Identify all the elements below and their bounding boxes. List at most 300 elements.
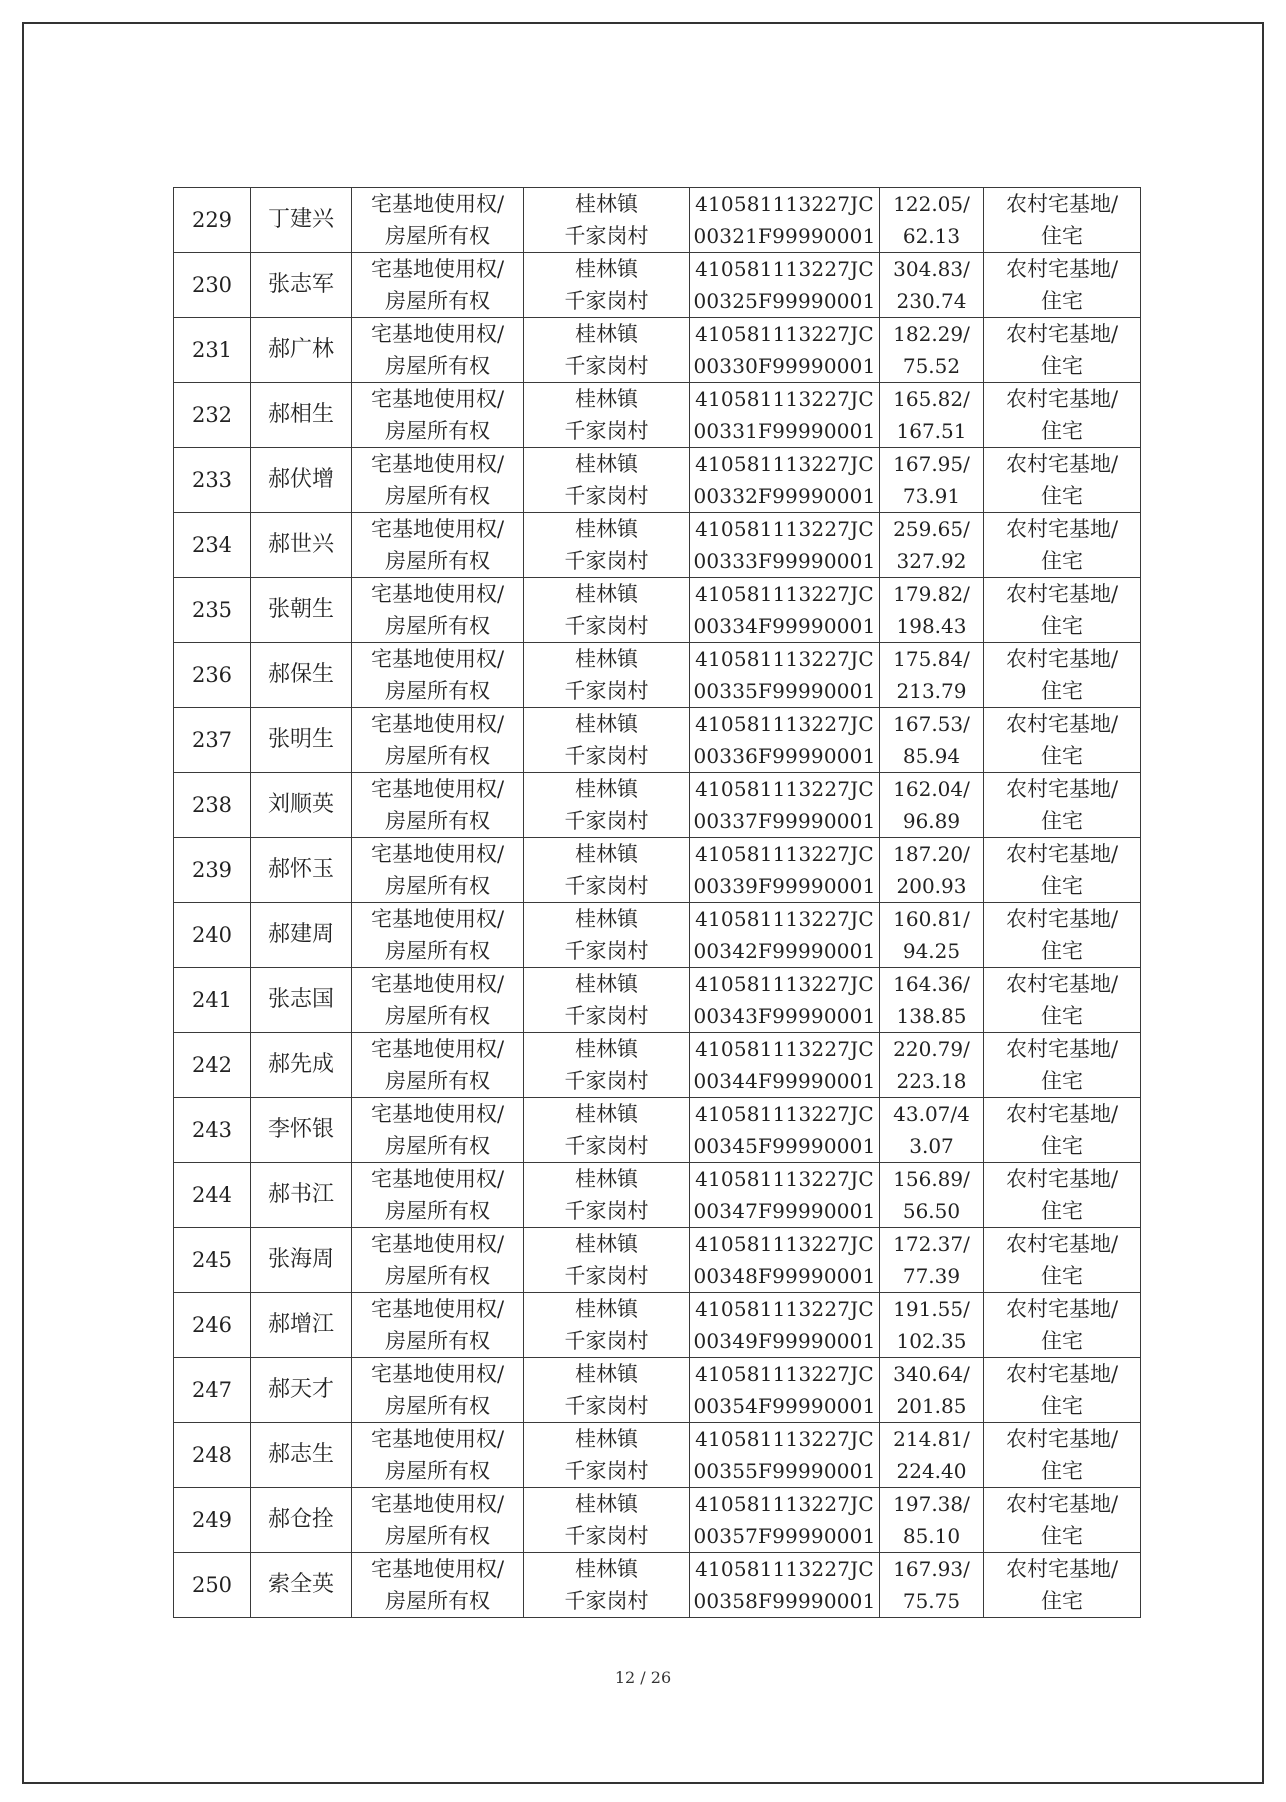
right-cell bbox=[352, 513, 524, 578]
use-cell bbox=[984, 643, 1141, 708]
right-cell-line: 宅基地使用权/ bbox=[370, 192, 505, 216]
code-cell bbox=[690, 1423, 880, 1488]
location-cell-line: 桂林镇 bbox=[575, 972, 638, 996]
right-cell-line: 房屋所有权 bbox=[385, 549, 490, 573]
use-cell-line: 住宅 bbox=[1041, 939, 1083, 963]
location-cell-line: 千家岗村 bbox=[564, 289, 649, 313]
area-cell-line: 160.81/ bbox=[893, 907, 970, 931]
location-cell bbox=[524, 1033, 690, 1098]
right-cell-line: 宅基地使用权/ bbox=[370, 1037, 505, 1061]
code-cell-line: 410581113227JC bbox=[695, 257, 874, 281]
use-cell-line: 农村宅基地/ bbox=[1005, 1037, 1119, 1061]
use-cell-line: 农村宅基地/ bbox=[1005, 192, 1119, 216]
owner-name-cell: 张海周 bbox=[251, 1228, 352, 1293]
code-cell-line: 00343F99990001 bbox=[693, 1004, 876, 1028]
area-cell-line: 96.89 bbox=[902, 809, 961, 833]
location-cell-line: 千家岗村 bbox=[564, 1004, 649, 1028]
use-cell bbox=[984, 838, 1141, 903]
right-cell bbox=[352, 1553, 524, 1618]
area-cell bbox=[880, 1228, 984, 1293]
location-cell-line: 桂林镇 bbox=[575, 1167, 638, 1191]
area-cell-line: 102.35 bbox=[896, 1329, 967, 1353]
use-cell bbox=[984, 1358, 1141, 1423]
location-cell-line: 千家岗村 bbox=[564, 874, 649, 898]
table-row bbox=[174, 1553, 1141, 1618]
code-cell-line: 410581113227JC bbox=[695, 452, 874, 476]
code-cell-line: 00337F99990001 bbox=[693, 809, 876, 833]
use-cell bbox=[984, 448, 1141, 513]
use-cell-line: 住宅 bbox=[1041, 1004, 1083, 1028]
use-cell-line: 农村宅基地/ bbox=[1005, 1167, 1119, 1191]
use-cell-line: 住宅 bbox=[1041, 1134, 1083, 1158]
use-cell-line: 住宅 bbox=[1041, 1524, 1083, 1548]
location-cell-line: 桂林镇 bbox=[575, 387, 638, 411]
right-cell bbox=[352, 1163, 524, 1228]
row-number-cell: 246 bbox=[174, 1293, 251, 1358]
row-number-cell: 241 bbox=[174, 968, 251, 1033]
area-cell-line: 62.13 bbox=[902, 224, 961, 248]
table-row bbox=[174, 708, 1141, 773]
code-cell bbox=[690, 1358, 880, 1423]
code-cell-line: 00332F99990001 bbox=[693, 484, 876, 508]
use-cell-line: 住宅 bbox=[1041, 614, 1083, 638]
right-cell bbox=[352, 448, 524, 513]
location-cell-line: 桂林镇 bbox=[575, 1102, 638, 1126]
area-cell bbox=[880, 578, 984, 643]
table-row bbox=[174, 643, 1141, 708]
location-cell-line: 千家岗村 bbox=[564, 809, 649, 833]
right-cell bbox=[352, 1423, 524, 1488]
right-cell-line: 房屋所有权 bbox=[385, 939, 490, 963]
area-cell bbox=[880, 318, 984, 383]
right-cell-line: 房屋所有权 bbox=[385, 354, 490, 378]
right-cell-line: 宅基地使用权/ bbox=[370, 712, 505, 736]
row-number-cell: 235 bbox=[174, 578, 251, 643]
area-cell-line: 167.51 bbox=[896, 419, 967, 443]
area-cell-line: 167.93/ bbox=[893, 1557, 970, 1581]
row-number-cell: 247 bbox=[174, 1358, 251, 1423]
code-cell bbox=[690, 318, 880, 383]
location-cell-line: 千家岗村 bbox=[564, 1134, 649, 1158]
right-cell-line: 宅基地使用权/ bbox=[370, 1557, 505, 1581]
code-cell-line: 00354F99990001 bbox=[693, 1394, 876, 1418]
table-row bbox=[174, 1163, 1141, 1228]
records-body bbox=[174, 188, 1141, 1618]
code-cell-line: 410581113227JC bbox=[695, 1102, 874, 1126]
area-cell-line: 198.43 bbox=[896, 614, 967, 638]
code-cell bbox=[690, 1228, 880, 1293]
use-cell-line: 农村宅基地/ bbox=[1005, 907, 1119, 931]
right-cell bbox=[352, 1228, 524, 1293]
area-cell-line: 167.53/ bbox=[893, 712, 970, 736]
area-cell-line: 43.07/4 bbox=[893, 1102, 970, 1126]
code-cell-line: 410581113227JC bbox=[695, 322, 874, 346]
right-cell-line: 房屋所有权 bbox=[385, 1199, 490, 1223]
owner-name-cell: 郝仓拴 bbox=[251, 1488, 352, 1553]
use-cell bbox=[984, 1423, 1141, 1488]
use-cell bbox=[984, 318, 1141, 383]
right-cell-line: 房屋所有权 bbox=[385, 1134, 490, 1158]
row-number-cell: 230 bbox=[174, 253, 251, 318]
use-cell-line: 农村宅基地/ bbox=[1005, 972, 1119, 996]
code-cell bbox=[690, 448, 880, 513]
use-cell-line: 农村宅基地/ bbox=[1005, 712, 1119, 736]
area-cell bbox=[880, 188, 984, 253]
use-cell-line: 住宅 bbox=[1041, 354, 1083, 378]
code-cell-line: 410581113227JC bbox=[695, 582, 874, 606]
right-cell bbox=[352, 578, 524, 643]
right-cell bbox=[352, 1033, 524, 1098]
table-row bbox=[174, 1423, 1141, 1488]
location-cell-line: 桂林镇 bbox=[575, 777, 638, 801]
location-cell-line: 千家岗村 bbox=[564, 549, 649, 573]
use-cell-line: 住宅 bbox=[1041, 1069, 1083, 1093]
code-cell-line: 00357F99990001 bbox=[693, 1524, 876, 1548]
use-cell-line: 住宅 bbox=[1041, 1264, 1083, 1288]
location-cell-line: 桂林镇 bbox=[575, 647, 638, 671]
table-row bbox=[174, 188, 1141, 253]
area-cell bbox=[880, 1163, 984, 1228]
row-number-cell: 239 bbox=[174, 838, 251, 903]
location-cell-line: 千家岗村 bbox=[564, 1589, 649, 1613]
location-cell-line: 千家岗村 bbox=[564, 1329, 649, 1353]
code-cell-line: 00347F99990001 bbox=[693, 1199, 876, 1223]
area-cell-line: 56.50 bbox=[902, 1199, 961, 1223]
right-cell-line: 宅基地使用权/ bbox=[370, 322, 505, 346]
code-cell-line: 00331F99990001 bbox=[693, 419, 876, 443]
use-cell-line: 农村宅基地/ bbox=[1005, 387, 1119, 411]
right-cell-line: 宅基地使用权/ bbox=[370, 257, 505, 281]
area-cell-line: 213.79 bbox=[896, 679, 967, 703]
location-cell-line: 桂林镇 bbox=[575, 1232, 638, 1256]
table-row bbox=[174, 1488, 1141, 1553]
right-cell bbox=[352, 1098, 524, 1163]
use-cell bbox=[984, 513, 1141, 578]
table-row bbox=[174, 1228, 1141, 1293]
area-cell bbox=[880, 968, 984, 1033]
right-cell-line: 宅基地使用权/ bbox=[370, 972, 505, 996]
location-cell-line: 桂林镇 bbox=[575, 192, 638, 216]
use-cell-line: 农村宅基地/ bbox=[1005, 1232, 1119, 1256]
right-cell-line: 宅基地使用权/ bbox=[370, 647, 505, 671]
use-cell-line: 农村宅基地/ bbox=[1005, 257, 1119, 281]
area-cell-line: 175.84/ bbox=[893, 647, 970, 671]
location-cell-line: 桂林镇 bbox=[575, 1492, 638, 1516]
table-row bbox=[174, 383, 1141, 448]
area-cell bbox=[880, 383, 984, 448]
area-cell-line: 3.07 bbox=[909, 1134, 954, 1158]
location-cell-line: 桂林镇 bbox=[575, 257, 638, 281]
location-cell-line: 千家岗村 bbox=[564, 224, 649, 248]
code-cell bbox=[690, 383, 880, 448]
area-cell-line: 220.79/ bbox=[893, 1037, 970, 1061]
use-cell bbox=[984, 1293, 1141, 1358]
right-cell-line: 宅基地使用权/ bbox=[370, 1167, 505, 1191]
use-cell bbox=[984, 188, 1141, 253]
location-cell-line: 桂林镇 bbox=[575, 1362, 638, 1386]
code-cell bbox=[690, 578, 880, 643]
location-cell-line: 桂林镇 bbox=[575, 1297, 638, 1321]
code-cell-line: 410581113227JC bbox=[695, 1297, 874, 1321]
location-cell bbox=[524, 643, 690, 708]
code-cell bbox=[690, 773, 880, 838]
owner-name-cell: 李怀银 bbox=[251, 1098, 352, 1163]
location-cell bbox=[524, 1553, 690, 1618]
row-number-cell: 238 bbox=[174, 773, 251, 838]
area-cell-line: 327.92 bbox=[896, 549, 967, 573]
right-cell bbox=[352, 968, 524, 1033]
location-cell-line: 千家岗村 bbox=[564, 679, 649, 703]
location-cell bbox=[524, 1228, 690, 1293]
area-cell-line: 197.38/ bbox=[893, 1492, 970, 1516]
code-cell-line: 00330F99990001 bbox=[693, 354, 876, 378]
location-cell-line: 桂林镇 bbox=[575, 452, 638, 476]
area-cell bbox=[880, 1553, 984, 1618]
use-cell-line: 农村宅基地/ bbox=[1005, 517, 1119, 541]
area-cell-line: 75.52 bbox=[902, 354, 961, 378]
location-cell bbox=[524, 1163, 690, 1228]
area-cell bbox=[880, 1423, 984, 1488]
location-cell-line: 桂林镇 bbox=[575, 1037, 638, 1061]
code-cell-line: 00345F99990001 bbox=[693, 1134, 876, 1158]
area-cell-line: 138.85 bbox=[896, 1004, 967, 1028]
area-cell bbox=[880, 253, 984, 318]
use-cell-line: 住宅 bbox=[1041, 484, 1083, 508]
code-cell-line: 00349F99990001 bbox=[693, 1329, 876, 1353]
location-cell bbox=[524, 253, 690, 318]
code-cell-line: 410581113227JC bbox=[695, 1232, 874, 1256]
location-cell bbox=[524, 1423, 690, 1488]
use-cell-line: 农村宅基地/ bbox=[1005, 647, 1119, 671]
table-row bbox=[174, 1358, 1141, 1423]
area-cell-line: 162.04/ bbox=[893, 777, 970, 801]
area-cell bbox=[880, 1033, 984, 1098]
row-number-cell: 243 bbox=[174, 1098, 251, 1163]
code-cell-line: 00335F99990001 bbox=[693, 679, 876, 703]
table-row bbox=[174, 513, 1141, 578]
code-cell-line: 410581113227JC bbox=[695, 647, 874, 671]
use-cell-line: 住宅 bbox=[1041, 809, 1083, 833]
code-cell-line: 00334F99990001 bbox=[693, 614, 876, 638]
code-cell bbox=[690, 903, 880, 968]
owner-name-cell: 郝保生 bbox=[251, 643, 352, 708]
code-cell bbox=[690, 643, 880, 708]
owner-name-cell: 郝伏增 bbox=[251, 448, 352, 513]
use-cell bbox=[984, 903, 1141, 968]
right-cell-line: 房屋所有权 bbox=[385, 1589, 490, 1613]
code-cell bbox=[690, 1293, 880, 1358]
row-number-cell: 234 bbox=[174, 513, 251, 578]
right-cell-line: 房屋所有权 bbox=[385, 1004, 490, 1028]
use-cell-line: 农村宅基地/ bbox=[1005, 322, 1119, 346]
location-cell-line: 千家岗村 bbox=[564, 1069, 649, 1093]
owner-name-cell: 郝天才 bbox=[251, 1358, 352, 1423]
code-cell-line: 410581113227JC bbox=[695, 517, 874, 541]
area-cell-line: 164.36/ bbox=[893, 972, 970, 996]
right-cell-line: 房屋所有权 bbox=[385, 1264, 490, 1288]
location-cell-line: 千家岗村 bbox=[564, 744, 649, 768]
code-cell-line: 410581113227JC bbox=[695, 842, 874, 866]
use-cell bbox=[984, 1228, 1141, 1293]
use-cell-line: 农村宅基地/ bbox=[1005, 1362, 1119, 1386]
location-cell-line: 桂林镇 bbox=[575, 907, 638, 931]
right-cell-line: 房屋所有权 bbox=[385, 1069, 490, 1093]
code-cell-line: 00355F99990001 bbox=[693, 1459, 876, 1483]
use-cell-line: 住宅 bbox=[1041, 1199, 1083, 1223]
use-cell-line: 住宅 bbox=[1041, 549, 1083, 573]
use-cell-line: 住宅 bbox=[1041, 419, 1083, 443]
location-cell-line: 千家岗村 bbox=[564, 1199, 649, 1223]
location-cell-line: 桂林镇 bbox=[575, 322, 638, 346]
location-cell-line: 桂林镇 bbox=[575, 1427, 638, 1451]
right-cell-line: 宅基地使用权/ bbox=[370, 1297, 505, 1321]
area-cell bbox=[880, 1098, 984, 1163]
owner-name-cell: 郝先成 bbox=[251, 1033, 352, 1098]
area-cell bbox=[880, 708, 984, 773]
right-cell-line: 宅基地使用权/ bbox=[370, 517, 505, 541]
row-number-cell: 232 bbox=[174, 383, 251, 448]
right-cell bbox=[352, 253, 524, 318]
table-row bbox=[174, 838, 1141, 903]
use-cell bbox=[984, 1163, 1141, 1228]
code-cell-line: 00344F99990001 bbox=[693, 1069, 876, 1093]
area-cell bbox=[880, 903, 984, 968]
code-cell-line: 00358F99990001 bbox=[693, 1589, 876, 1613]
row-number-cell: 242 bbox=[174, 1033, 251, 1098]
area-cell-line: 182.29/ bbox=[893, 322, 970, 346]
right-cell-line: 房屋所有权 bbox=[385, 1394, 490, 1418]
location-cell bbox=[524, 708, 690, 773]
area-cell bbox=[880, 643, 984, 708]
table-row bbox=[174, 448, 1141, 513]
right-cell bbox=[352, 1488, 524, 1553]
use-cell-line: 农村宅基地/ bbox=[1005, 1297, 1119, 1321]
code-cell-line: 410581113227JC bbox=[695, 192, 874, 216]
page-number: 12 / 26 bbox=[614, 1668, 672, 1687]
owner-name-cell: 郝建周 bbox=[251, 903, 352, 968]
area-cell-line: 340.64/ bbox=[893, 1362, 970, 1386]
area-cell bbox=[880, 773, 984, 838]
area-cell-line: 85.94 bbox=[902, 744, 961, 768]
row-number-cell: 248 bbox=[174, 1423, 251, 1488]
location-cell-line: 千家岗村 bbox=[564, 1394, 649, 1418]
location-cell-line: 千家岗村 bbox=[564, 1264, 649, 1288]
code-cell-line: 410581113227JC bbox=[695, 1362, 874, 1386]
code-cell-line: 00348F99990001 bbox=[693, 1264, 876, 1288]
right-cell-line: 房屋所有权 bbox=[385, 484, 490, 508]
row-number-cell: 231 bbox=[174, 318, 251, 383]
location-cell bbox=[524, 188, 690, 253]
use-cell-line: 住宅 bbox=[1041, 1589, 1083, 1613]
owner-name-cell: 张志国 bbox=[251, 968, 352, 1033]
code-cell-line: 00321F99990001 bbox=[693, 224, 876, 248]
area-cell-line: 259.65/ bbox=[893, 517, 970, 541]
row-number-cell: 244 bbox=[174, 1163, 251, 1228]
right-cell-line: 房屋所有权 bbox=[385, 224, 490, 248]
area-cell-line: 75.75 bbox=[902, 1589, 961, 1613]
use-cell-line: 农村宅基地/ bbox=[1005, 1102, 1119, 1126]
code-cell-line: 00325F99990001 bbox=[693, 289, 876, 313]
code-cell-line: 410581113227JC bbox=[695, 972, 874, 996]
right-cell bbox=[352, 1358, 524, 1423]
location-cell bbox=[524, 383, 690, 448]
area-cell bbox=[880, 838, 984, 903]
row-number-cell: 237 bbox=[174, 708, 251, 773]
use-cell-line: 住宅 bbox=[1041, 224, 1083, 248]
location-cell-line: 千家岗村 bbox=[564, 419, 649, 443]
use-cell bbox=[984, 1488, 1141, 1553]
right-cell-line: 房屋所有权 bbox=[385, 1329, 490, 1353]
area-cell-line: 94.25 bbox=[902, 939, 961, 963]
area-cell-line: 85.10 bbox=[902, 1524, 961, 1548]
owner-name-cell: 丁建兴 bbox=[251, 188, 352, 253]
location-cell bbox=[524, 903, 690, 968]
right-cell bbox=[352, 1293, 524, 1358]
location-cell-line: 千家岗村 bbox=[564, 1524, 649, 1548]
right-cell bbox=[352, 643, 524, 708]
right-cell-line: 房屋所有权 bbox=[385, 1459, 490, 1483]
location-cell bbox=[524, 773, 690, 838]
owner-name-cell: 张志军 bbox=[251, 253, 352, 318]
right-cell-line: 宅基地使用权/ bbox=[370, 452, 505, 476]
location-cell bbox=[524, 578, 690, 643]
right-cell-line: 房屋所有权 bbox=[385, 809, 490, 833]
owner-name-cell: 郝书江 bbox=[251, 1163, 352, 1228]
location-cell-line: 桂林镇 bbox=[575, 712, 638, 736]
row-number-cell: 250 bbox=[174, 1553, 251, 1618]
code-cell-line: 410581113227JC bbox=[695, 712, 874, 736]
right-cell bbox=[352, 188, 524, 253]
use-cell bbox=[984, 383, 1141, 448]
use-cell bbox=[984, 1033, 1141, 1098]
location-cell bbox=[524, 513, 690, 578]
area-cell-line: 200.93 bbox=[896, 874, 967, 898]
use-cell bbox=[984, 253, 1141, 318]
use-cell-line: 农村宅基地/ bbox=[1005, 582, 1119, 606]
records-table bbox=[173, 187, 1141, 1618]
use-cell-line: 农村宅基地/ bbox=[1005, 777, 1119, 801]
table-row bbox=[174, 903, 1141, 968]
right-cell-line: 房屋所有权 bbox=[385, 614, 490, 638]
code-cell-line: 410581113227JC bbox=[695, 1167, 874, 1191]
code-cell-line: 00333F99990001 bbox=[693, 549, 876, 573]
area-cell-line: 77.39 bbox=[902, 1264, 961, 1288]
area-cell-line: 230.74 bbox=[896, 289, 967, 313]
use-cell-line: 住宅 bbox=[1041, 1459, 1083, 1483]
row-number-cell: 240 bbox=[174, 903, 251, 968]
area-cell bbox=[880, 448, 984, 513]
owner-name-cell: 郝世兴 bbox=[251, 513, 352, 578]
use-cell-line: 住宅 bbox=[1041, 679, 1083, 703]
use-cell-line: 农村宅基地/ bbox=[1005, 842, 1119, 866]
use-cell-line: 住宅 bbox=[1041, 744, 1083, 768]
right-cell-line: 宅基地使用权/ bbox=[370, 842, 505, 866]
table-row bbox=[174, 1033, 1141, 1098]
code-cell bbox=[690, 1488, 880, 1553]
use-cell-line: 住宅 bbox=[1041, 289, 1083, 313]
area-cell-line: 172.37/ bbox=[893, 1232, 970, 1256]
right-cell-line: 宅基地使用权/ bbox=[370, 1362, 505, 1386]
code-cell-line: 410581113227JC bbox=[695, 1557, 874, 1581]
use-cell bbox=[984, 1553, 1141, 1618]
code-cell bbox=[690, 1033, 880, 1098]
use-cell-line: 农村宅基地/ bbox=[1005, 1557, 1119, 1581]
location-cell bbox=[524, 968, 690, 1033]
use-cell-line: 住宅 bbox=[1041, 1394, 1083, 1418]
table-row bbox=[174, 1098, 1141, 1163]
code-cell-line: 410581113227JC bbox=[695, 1037, 874, 1061]
area-cell-line: 201.85 bbox=[896, 1394, 967, 1418]
